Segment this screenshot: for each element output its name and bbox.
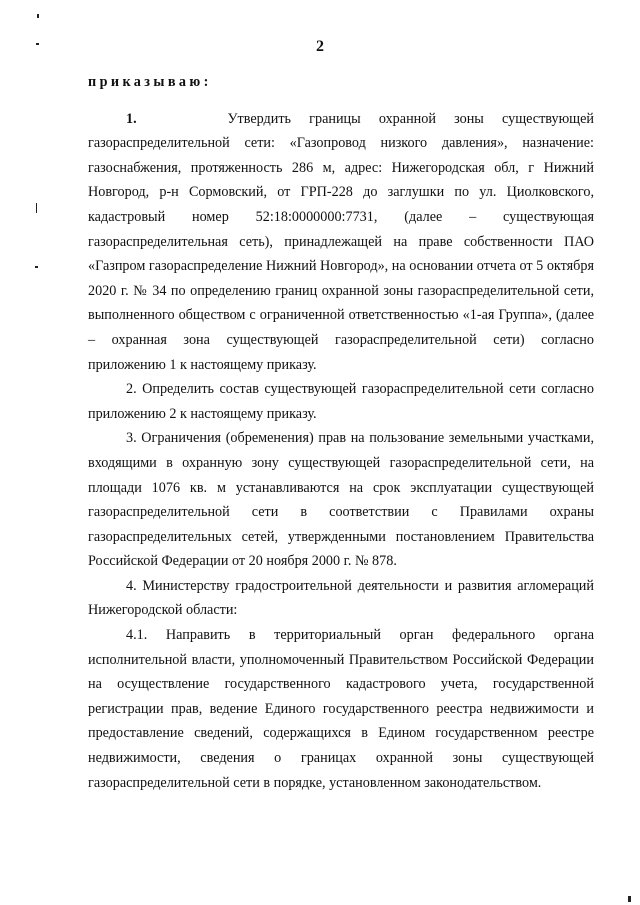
document-body (88, 70, 594, 795)
scan-artifact (37, 14, 39, 18)
page-number: 2 (316, 38, 324, 55)
scan-artifact (628, 896, 631, 902)
order-heading: приказываю: (88, 74, 212, 90)
paragraph-1-text: Утвердить границы охранной зоны существующей газораспределительной сети: «Газопровод низкого давления», назначение: газоснабжения, протяженность 286 м, адрес: Нижегородская обл, г Нижний Новгород, р-н Сормовский, от ГРП-228 до заглушки по ул. Циолковского, кадастровый номер 52:18:0000000:7731, (далее – существующая газораспределительная сеть), принадлежащей на праве собственности ПАО «Газпром газораспределение Нижний Новгород», на основании отчета от 5 октября 2020 г. № 34 по определению границ охранной зоны газораспределительной сети, выполненного обществом с ограниченной ответственностью «1-ая Группа», (далее – охранная зона существующей газораспределительной сети) согласно приложению 1 к настоящему приказу. (88, 110, 594, 373)
paragraph-2: 2. Определить состав существующей газораспределительной сети согласно приложению 2 к настоящему приказу. (88, 381, 594, 422)
paragraph-1 (88, 107, 594, 378)
paragraph-4: 4. Министерству градостроительной деятельности и развития агломераций Нижегородской области: (88, 577, 594, 619)
paragraph-3: 3. Ограничения (обременения) прав на пользование земельными участками, входящими в охранную зону существующей газораспределительной сети, на площади 1076 кв. м устанавливаются на срок эксплуатации существующей газораспределительной сети в соответствии с Правилами охраны газораспределительных сетей, утвержденными постановлением Правительства Российской Федерации от 20 ноября 2000 г. № 878. (88, 430, 594, 570)
scan-artifact (36, 203, 37, 213)
paragraph-1-number: 1. (126, 110, 137, 127)
paragraph-4-1: 4.1. Направить в территориальный орган федерального органа исполнительной власти, уполномоченный Правительством Российской Федерации на осуществление государственного кадастрового учета, государственной регистрации прав, ведение Единого государственного реестра недвижимости и предоставление сведений, содержащихся в Едином государственном реестре недвижимости, сведения о границах охранной зоны существующей газораспределительной сети в порядке, установленном законодательством. (88, 627, 594, 791)
scan-artifact (35, 266, 38, 268)
